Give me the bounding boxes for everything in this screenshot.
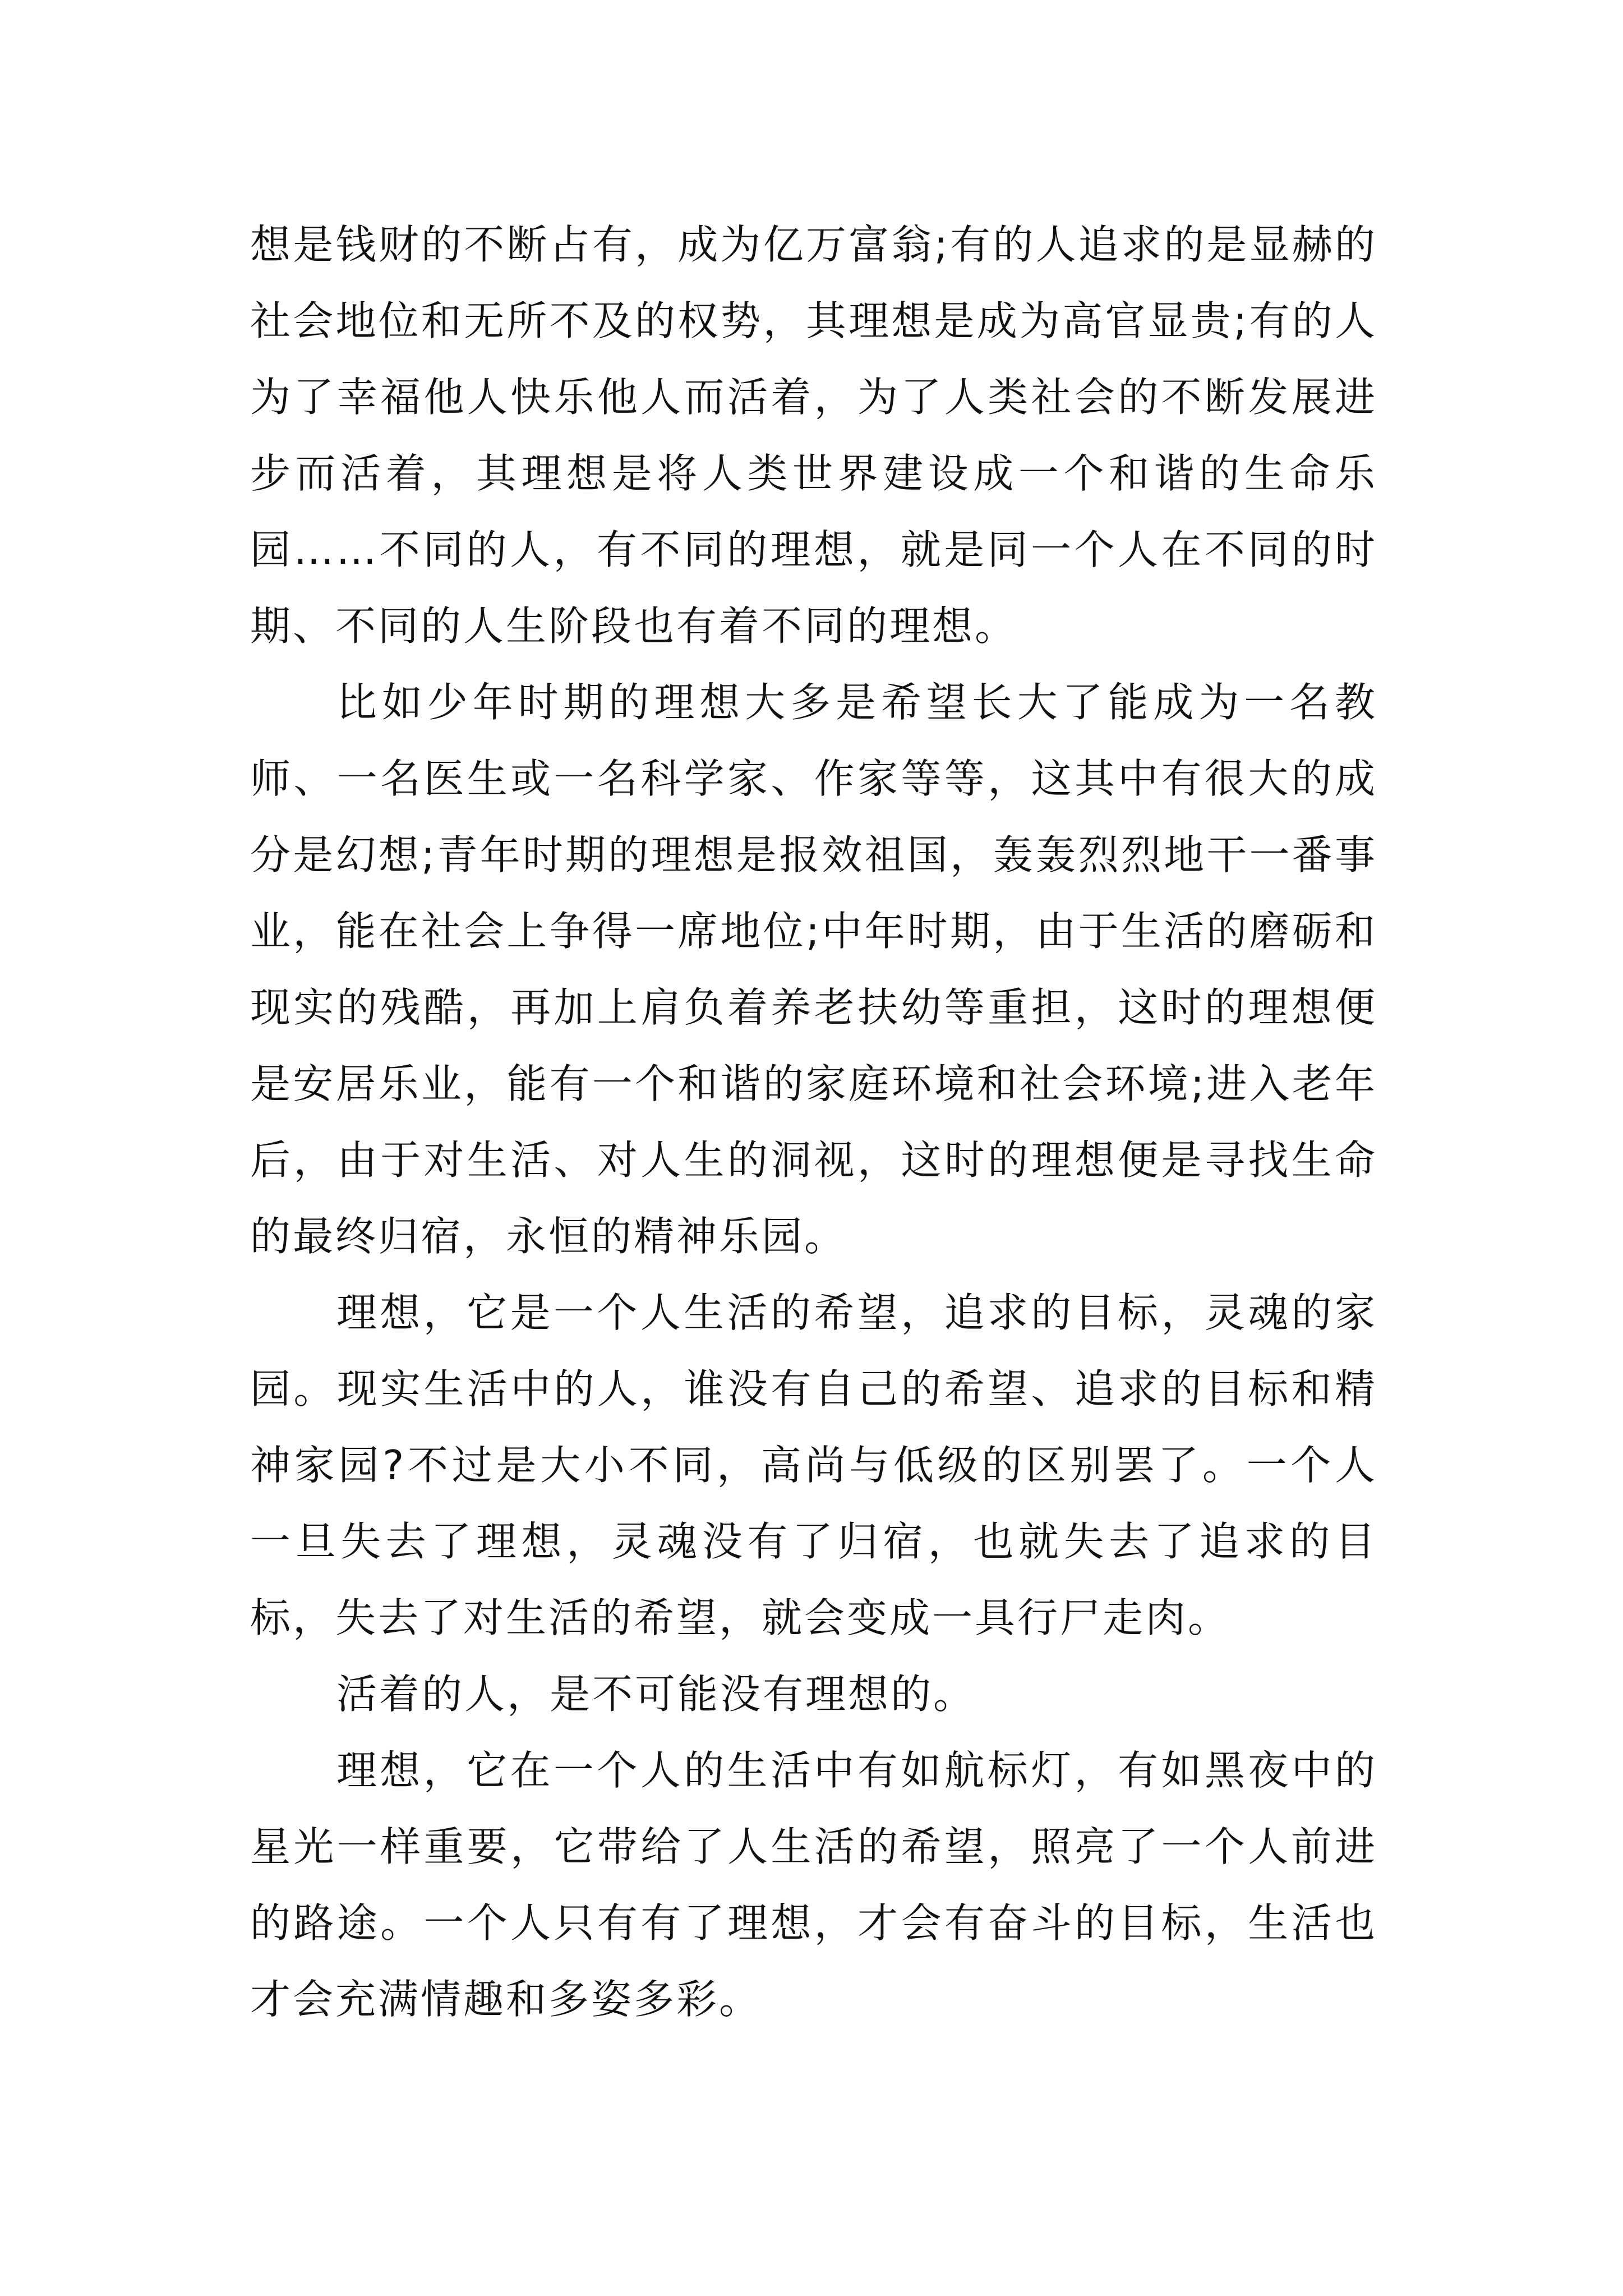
paragraph-3: 理想，它是一个人生活的希望，追求的目标，灵魂的家园。现实生活中的人，谁没有自己的希望、追求的目标和精神家园?不过是大小不同，高尚与低级的区别罢了。一个人一旦失去了理想，灵魂没有了归宿，也就失去了追求的目标，失去了对生活的希望，就会变成一具行尸走肉。	[250, 1289, 1377, 1641]
paragraph-4: 活着的人，是不可能没有理想的。	[336, 1671, 976, 1718]
paragraph-1: 想是钱财的不断占有，成为亿万富翁;有的人追求的是显赫的社会地位和无所不及的权势，其理想是成为高官显贵;有的人为了幸福他人快乐他人而活着，为了人类社会的不断发展进步而活着，其理想是将人类世界建设成一个和谐的生命乐园……不同的人，有不同的理想，就是同一个人在不同的时期、不同的人生阶段也有着不同的理想。	[250, 221, 1377, 650]
paragraph-2: 比如少年时期的理想大多是希望长大了能成为一名教师、一名医生或一名科学家、作家等等，这其中有很大的成分是幻想;青年时期的理想是报效祖国，轰轰烈烈地干一番事业，能在社会上争得一席地位;中年时期，由于生活的磨砺和现实的残酷，再加上肩负着养老扶幼等重担，这时的理想便是安居乐业，能有一个和谐的家庭环境和社会环境;进入老年后，由于对生活、对人生的洞视，这时的理想便是寻找生命的最终归宿，永恒的精神乐园。	[250, 679, 1377, 1260]
paragraph-5: 理想，它在一个人的生活中有如航标灯，有如黑夜中的星光一样重要，它带给了人生活的希望，照亮了一个人前进的路途。一个人只有有了理想，才会有奋斗的目标，生活也才会充满情趣和多姿多彩。	[250, 1747, 1377, 2023]
body-text	[250, 206, 1377, 2037]
